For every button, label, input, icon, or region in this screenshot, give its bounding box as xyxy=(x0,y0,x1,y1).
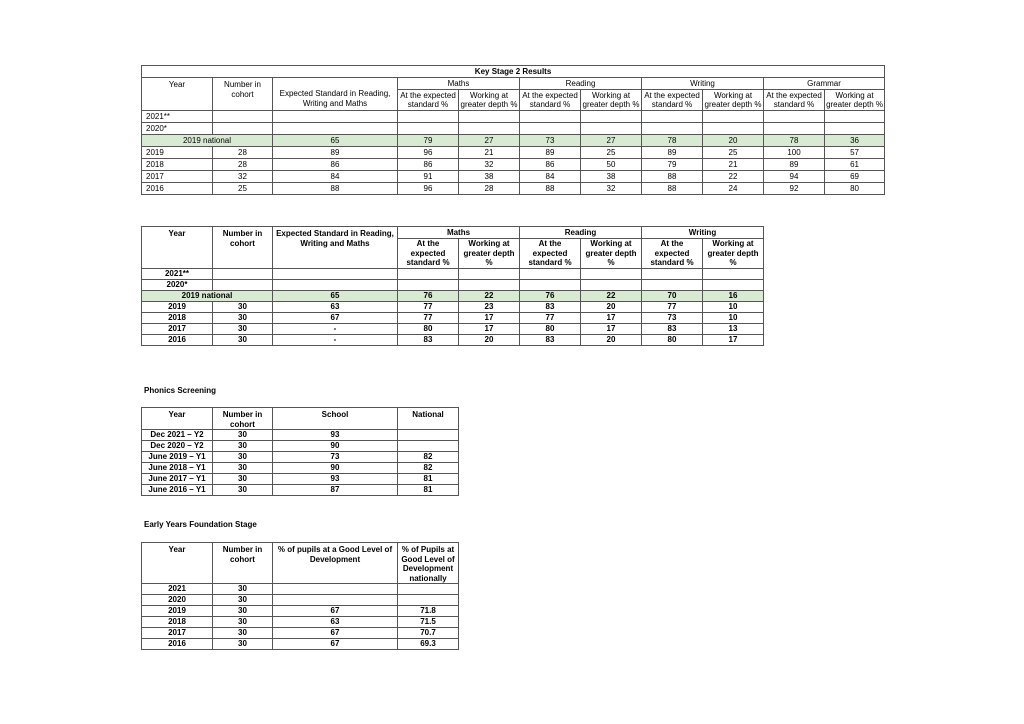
table-cell: 96 xyxy=(398,147,459,159)
table-cell: 83 xyxy=(520,302,581,313)
table-row xyxy=(142,147,885,159)
table-cell: Dec 2020 – Y2 xyxy=(142,441,213,452)
table-row xyxy=(142,171,885,183)
table-cell: 80 xyxy=(642,335,703,346)
table-cell xyxy=(398,441,459,452)
ks2-sub-depth: Working at greater depth % xyxy=(826,90,883,109)
ks2-body xyxy=(142,111,885,195)
table-cell xyxy=(825,123,885,135)
ks1-header-reading: Reading xyxy=(520,227,642,239)
table-cell: 32 xyxy=(581,183,642,195)
ks1-header-cohort: Number in cohort xyxy=(213,227,273,269)
table-cell: 30 xyxy=(213,430,273,441)
table-cell xyxy=(520,111,581,123)
table-cell: 10 xyxy=(703,313,764,324)
table-cell: 30 xyxy=(213,474,273,485)
ks1-sub-expected: At the expected standard % xyxy=(398,239,459,269)
table-cell: 71.5 xyxy=(398,617,459,628)
table-cell: 83 xyxy=(398,335,459,346)
table-cell: 30 xyxy=(213,324,273,335)
table-cell: 67 xyxy=(273,628,398,639)
phonics-table xyxy=(141,407,459,496)
table-cell: 77 xyxy=(398,313,459,324)
ks1-header-maths: Maths xyxy=(398,227,520,239)
table-cell: 80 xyxy=(398,324,459,335)
table-cell: 30 xyxy=(213,639,273,650)
table-cell xyxy=(642,123,703,135)
ks1-sub-expected: At the expected standard % xyxy=(642,239,703,269)
table-cell: 30 xyxy=(213,584,273,595)
ks2-sub-expected: At the expected standard % xyxy=(520,90,581,111)
table-cell: 25 xyxy=(703,147,764,159)
table-cell xyxy=(581,111,642,123)
table-row xyxy=(142,606,459,617)
table-cell xyxy=(213,280,273,291)
table-row xyxy=(142,111,885,123)
table-cell: 23 xyxy=(459,302,520,313)
table-cell: 70 xyxy=(642,291,703,302)
ks2-header-cohort: Number in cohort xyxy=(213,78,273,111)
table-cell: 2021 xyxy=(142,584,213,595)
table-cell: 93 xyxy=(273,430,398,441)
table-cell: June 2018 – Y1 xyxy=(142,463,213,474)
table-cell: 83 xyxy=(520,335,581,346)
table-cell: 30 xyxy=(213,452,273,463)
table-cell xyxy=(273,595,398,606)
table-cell: 69 xyxy=(825,171,885,183)
table-cell: 92 xyxy=(764,183,825,195)
table-cell: 38 xyxy=(581,171,642,183)
table-cell: June 2016 – Y1 xyxy=(142,485,213,496)
table-cell xyxy=(273,584,398,595)
table-row xyxy=(142,584,459,595)
ks2-sub-expected: At the expected standard % xyxy=(398,90,459,111)
table-cell: 63 xyxy=(273,302,398,313)
table-cell xyxy=(703,269,764,280)
table-cell xyxy=(581,280,642,291)
table-cell: 17 xyxy=(459,313,520,324)
table-cell: 78 xyxy=(764,135,825,147)
table-cell: 28 xyxy=(213,147,273,159)
table-row xyxy=(142,313,764,324)
table-cell: 20 xyxy=(703,135,764,147)
table-row xyxy=(142,291,764,302)
ks1-sub-depth: Working at greater depth % xyxy=(581,239,642,269)
table-cell: 76 xyxy=(520,291,581,302)
table-cell: 25 xyxy=(213,183,273,195)
table-cell xyxy=(398,280,459,291)
ks2-sub-depth: Working at greater depth % xyxy=(581,90,642,111)
ks2-sub-depth: Working at greater depth % xyxy=(459,90,520,111)
table-cell: 77 xyxy=(520,313,581,324)
table-cell: 22 xyxy=(459,291,520,302)
table-cell: 80 xyxy=(825,183,885,195)
table-cell xyxy=(642,280,703,291)
table-cell: 30 xyxy=(213,628,273,639)
table-cell xyxy=(273,280,398,291)
eyfs-body xyxy=(142,584,459,650)
phonics-header-cohort: Number in cohort xyxy=(213,408,273,430)
table-cell: 24 xyxy=(703,183,764,195)
table-cell: 80 xyxy=(520,324,581,335)
table-row xyxy=(142,135,885,147)
table-cell: 2016 xyxy=(142,183,213,195)
table-cell: 89 xyxy=(273,147,398,159)
table-cell: 32 xyxy=(213,171,273,183)
table-cell: 65 xyxy=(273,291,398,302)
table-cell: 79 xyxy=(642,159,703,171)
table-row xyxy=(142,335,764,346)
table-cell xyxy=(642,269,703,280)
table-cell: 87 xyxy=(273,485,398,496)
table-cell xyxy=(459,123,520,135)
table-row xyxy=(142,595,459,606)
ks2-header-grammar: Grammar xyxy=(764,78,885,90)
ks1-sub-depth: Working at greater depth % xyxy=(459,239,520,269)
table-cell xyxy=(398,123,459,135)
table-cell: 2020* xyxy=(142,123,213,135)
table-cell xyxy=(520,280,581,291)
table-cell: 2021** xyxy=(142,269,213,280)
table-cell: 30 xyxy=(213,313,273,324)
table-cell: 73 xyxy=(520,135,581,147)
table-cell: 83 xyxy=(642,324,703,335)
table-cell: 67 xyxy=(273,606,398,617)
ks1-header-year: Year xyxy=(142,227,213,269)
table-cell: 30 xyxy=(213,302,273,313)
table-cell: 2020 xyxy=(142,595,213,606)
ks2-title: Key Stage 2 Results xyxy=(142,66,885,78)
table-row xyxy=(142,324,764,335)
table-cell: 25 xyxy=(581,147,642,159)
ks1-sub-depth: Working at greater depth % xyxy=(703,239,764,269)
table-row xyxy=(142,302,764,313)
ks2-sub-expected: At the expected standard % xyxy=(764,90,825,111)
table-cell xyxy=(398,111,459,123)
table-cell: 82 xyxy=(398,452,459,463)
phonics-header-school: School xyxy=(273,408,398,430)
table-cell: 76 xyxy=(398,291,459,302)
table-cell xyxy=(273,269,398,280)
table-cell xyxy=(642,111,703,123)
table-cell xyxy=(459,280,520,291)
table-cell: 90 xyxy=(273,441,398,452)
ks2-header-year: Year xyxy=(142,78,213,111)
table-cell: 94 xyxy=(764,171,825,183)
table-cell: 30 xyxy=(213,606,273,617)
table-cell: 89 xyxy=(764,159,825,171)
table-cell: 27 xyxy=(581,135,642,147)
table-cell: 63 xyxy=(273,617,398,628)
table-cell: 88 xyxy=(520,183,581,195)
table-cell: 30 xyxy=(213,617,273,628)
table-row xyxy=(142,628,459,639)
table-row xyxy=(142,280,764,291)
table-cell: 21 xyxy=(459,147,520,159)
table-cell: 30 xyxy=(213,595,273,606)
table-cell: 27 xyxy=(459,135,520,147)
table-cell: 88 xyxy=(273,183,398,195)
table-cell: 88 xyxy=(642,171,703,183)
table-cell: 86 xyxy=(398,159,459,171)
table-cell: 2018 xyxy=(142,617,213,628)
table-cell: 67 xyxy=(273,313,398,324)
table-cell: 84 xyxy=(273,171,398,183)
table-cell: 73 xyxy=(642,313,703,324)
table-cell: 89 xyxy=(642,147,703,159)
table-cell: 89 xyxy=(520,147,581,159)
eyfs-header-cohort: Number in cohort xyxy=(213,543,273,584)
table-cell: 22 xyxy=(581,291,642,302)
table-cell xyxy=(398,269,459,280)
table-cell: 38 xyxy=(459,171,520,183)
ks2-header-maths: Maths xyxy=(398,78,520,90)
table-cell: 73 xyxy=(273,452,398,463)
table-row xyxy=(142,183,885,195)
table-cell: 69.3 xyxy=(398,639,459,650)
table-cell: 22 xyxy=(703,171,764,183)
table-cell: June 2019 – Y1 xyxy=(142,452,213,463)
table-cell xyxy=(398,430,459,441)
table-row xyxy=(142,159,885,171)
table-cell: 17 xyxy=(581,313,642,324)
table-cell: - xyxy=(273,335,398,346)
phonics-title: Phonics Screening xyxy=(144,386,217,395)
eyfs-header-year: Year xyxy=(142,543,213,584)
table-cell: 21 xyxy=(703,159,764,171)
table-cell: 2019 national xyxy=(142,291,273,302)
table-cell: 30 xyxy=(213,441,273,452)
table-cell: 17 xyxy=(703,335,764,346)
eyfs-table xyxy=(141,542,459,650)
eyfs-header-school-gld: % of pupils at a Good Level of Development xyxy=(273,543,398,584)
table-cell xyxy=(825,111,885,123)
ks2-header-writing: Writing xyxy=(642,78,764,90)
table-cell: 17 xyxy=(459,324,520,335)
table-row xyxy=(142,474,459,485)
table-cell: 30 xyxy=(213,463,273,474)
table-cell xyxy=(273,123,398,135)
eyfs-header-national-gld: % of Pupils at Good Level of Development nationally xyxy=(398,543,459,584)
table-cell xyxy=(703,123,764,135)
ks2-sub-depth: Working at greater depth % xyxy=(703,90,764,111)
table-cell: 88 xyxy=(642,183,703,195)
table-cell: 30 xyxy=(213,335,273,346)
table-cell: 2019 xyxy=(142,302,213,313)
table-cell: June 2017 – Y1 xyxy=(142,474,213,485)
table-cell: 16 xyxy=(703,291,764,302)
table-cell: 2017 xyxy=(142,628,213,639)
table-row xyxy=(142,441,459,452)
table-cell: 50 xyxy=(581,159,642,171)
table-cell: 20 xyxy=(581,302,642,313)
table-cell: 65 xyxy=(273,135,398,147)
phonics-body xyxy=(142,430,459,496)
table-cell: 10 xyxy=(703,302,764,313)
table-cell: 2019 national xyxy=(142,135,273,147)
ks2-header-expected: Expected Standard in Reading, Writing and Maths xyxy=(273,78,398,111)
table-row xyxy=(142,269,764,280)
table-cell xyxy=(581,123,642,135)
table-row xyxy=(142,430,459,441)
table-cell: Dec 2021 – Y2 xyxy=(142,430,213,441)
table-cell xyxy=(520,123,581,135)
table-cell: 77 xyxy=(398,302,459,313)
table-cell: - xyxy=(273,324,398,335)
table-cell: 28 xyxy=(213,159,273,171)
table-cell: 20 xyxy=(459,335,520,346)
table-cell xyxy=(581,269,642,280)
table-cell: 79 xyxy=(398,135,459,147)
table-cell: 13 xyxy=(703,324,764,335)
table-cell xyxy=(764,111,825,123)
table-cell: 86 xyxy=(520,159,581,171)
table-cell xyxy=(459,269,520,280)
table-cell xyxy=(398,584,459,595)
table-cell: 30 xyxy=(213,485,273,496)
table-cell: 70.7 xyxy=(398,628,459,639)
table-cell xyxy=(398,595,459,606)
ks1-sub-expected: At the expected standard % xyxy=(520,239,581,269)
table-row xyxy=(142,123,885,135)
table-cell xyxy=(764,123,825,135)
table-cell: 20 xyxy=(581,335,642,346)
ks2-sub-expected: At the expected standard % xyxy=(642,90,703,111)
table-cell: 2017 xyxy=(142,171,213,183)
table-cell: 77 xyxy=(642,302,703,313)
table-cell: 82 xyxy=(398,463,459,474)
ks2-header-reading: Reading xyxy=(520,78,642,90)
table-cell: 71.8 xyxy=(398,606,459,617)
table-cell: 2019 xyxy=(142,606,213,617)
table-cell: 86 xyxy=(273,159,398,171)
table-cell: 91 xyxy=(398,171,459,183)
table-cell xyxy=(703,111,764,123)
table-cell: 78 xyxy=(642,135,703,147)
phonics-header-national: National xyxy=(398,408,459,430)
phonics-header-year: Year xyxy=(142,408,213,430)
table-cell: 67 xyxy=(273,639,398,650)
table-cell xyxy=(213,123,273,135)
table-cell: 2018 xyxy=(142,313,213,324)
table-row xyxy=(142,463,459,474)
table-cell: 2020* xyxy=(142,280,213,291)
ks1-body xyxy=(142,269,764,346)
table-cell: 2016 xyxy=(142,335,213,346)
table-cell: 2016 xyxy=(142,639,213,650)
table-cell: 2018 xyxy=(142,159,213,171)
table-cell: 81 xyxy=(398,485,459,496)
table-cell: 2021** xyxy=(142,111,213,123)
table-cell xyxy=(703,280,764,291)
table-cell: 2019 xyxy=(142,147,213,159)
table-row xyxy=(142,639,459,650)
table-row xyxy=(142,485,459,496)
eyfs-title: Early Years Foundation Stage xyxy=(144,520,257,529)
table-cell: 17 xyxy=(581,324,642,335)
table-cell: 90 xyxy=(273,463,398,474)
table-row xyxy=(142,452,459,463)
ks1-results-table xyxy=(141,226,764,346)
table-cell: 57 xyxy=(825,147,885,159)
table-cell: 32 xyxy=(459,159,520,171)
table-cell xyxy=(213,269,273,280)
table-cell: 81 xyxy=(398,474,459,485)
ks2-results-table xyxy=(141,65,885,195)
table-cell xyxy=(273,111,398,123)
table-cell xyxy=(213,111,273,123)
ks1-header-writing: Writing xyxy=(642,227,764,239)
ks1-header-expected: Expected Standard in Reading, Writing and Maths xyxy=(273,227,398,269)
table-cell: 84 xyxy=(520,171,581,183)
table-cell xyxy=(520,269,581,280)
table-cell: 61 xyxy=(825,159,885,171)
table-cell: 93 xyxy=(273,474,398,485)
table-row xyxy=(142,617,459,628)
table-cell: 100 xyxy=(764,147,825,159)
table-cell: 28 xyxy=(459,183,520,195)
table-cell: 36 xyxy=(825,135,885,147)
table-cell: 2017 xyxy=(142,324,213,335)
table-cell xyxy=(459,111,520,123)
table-cell: 96 xyxy=(398,183,459,195)
